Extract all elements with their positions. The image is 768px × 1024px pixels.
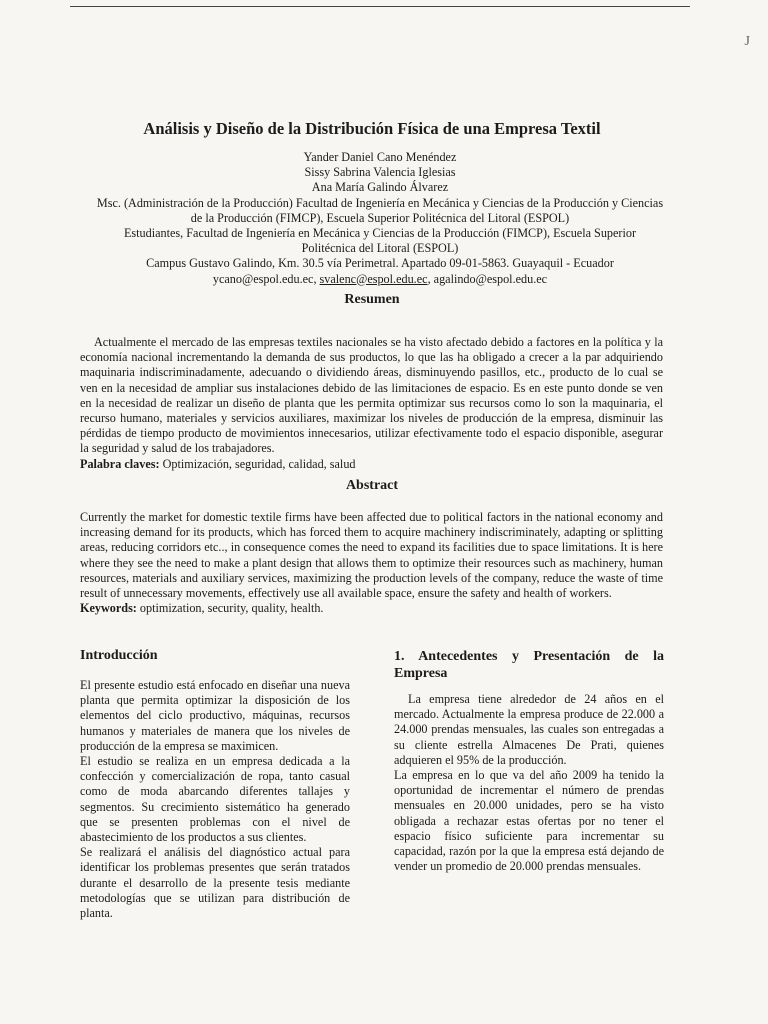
- email-line: [70, 272, 690, 287]
- author-name: Sissy Sabrina Valencia Iglesias: [304, 165, 456, 180]
- keywords-label: Keywords:: [80, 601, 137, 616]
- abstract-heading: Abstract: [345, 478, 399, 493]
- top-rule: [70, 6, 690, 7]
- paper-title: Análisis y Diseño de la Distribución Física de una Empresa Textil: [143, 119, 601, 138]
- affiliation-line: Politécnica del Litoral (ESPOL): [301, 241, 459, 256]
- affiliation-line: de la Producción (FIMCP), Escuela Superior Politécnica del Litoral (ESPOL): [190, 210, 570, 225]
- author-name: Yander Daniel Cano Menéndez: [303, 150, 457, 164]
- introduccion-heading: Introducción: [80, 648, 158, 663]
- antecedentes-paragraph: La empresa tiene alrededor de 24 años en el mercado. Actualmente la empresa produce de 22.000 a 24.000 prendas mensuales, las cuales son entregadas a su cliente estrella Almacenes De Prati, quienes adquieren el 95% de la producción.: [394, 692, 664, 767]
- page-mark: J: [744, 34, 750, 49]
- keywords-text: Optimización, seguridad, calidad, salud: [159, 456, 356, 471]
- email-link[interactable]: svalenc@espol.edu.ec: [319, 271, 428, 286]
- antecedentes-paragraph: La empresa en lo que va del año 2009 ha tenido la oportunidad de incrementar el número de prendas mensuales en 20.000 unidades, pero se ha visto obligada a rechazar estas ofertas por no tener el espacio físico suficiente para incrementar su capacidad, razón por la que la empresa está dejando de vender un promedio de 20.000 prendas mensuales.: [394, 768, 664, 874]
- resumen-section: [80, 335, 663, 472]
- email-text: , agalindo@espol.edu.ec: [427, 271, 548, 286]
- introduccion-paragraph: El presente estudio está enfocado en diseñar una nueva planta que permita optimizar la disposición de los elementos del ciclo productivo, máquinas, recursos humanos y materiales de manera que los niveles de producción de la empresa se maximicen.: [80, 678, 350, 753]
- antecedentes-heading: 1. Antecedentes y Presentación de la Empresa: [394, 649, 664, 681]
- resumen-keywords: [80, 457, 663, 472]
- resumen-body: Actualmente el mercado de las empresas textiles nacionales se ha visto afectado debido a factores en la política y la economía nacional incrementando la demanda de sus productos, lo que las ha obligado a crecer a la par adquiriendo maquinaria indiscriminadamente, adecuando o dividiendo áreas, disminuyendo pasillos, etc., producto de lo cual se ven en la necesidad de ampliar sus instalaciones debido de las limitaciones de espacio. Es en este punto donde se ven en la necesidad de realizar un diseño de planta que les permita optimizar sus recursos como lo son la maquinaria, el recurso humano, materiales y servicios auxiliares, maximizar los niveles de producción de la empresa, disminuir las pérdidas de tiempo producto de movimientos innecesarios, utilizar efectivamente todo el espacio disponible, asegurar la seguridad y salud de los trabajadores.: [80, 335, 663, 456]
- abstract-keywords: [80, 601, 663, 616]
- introduccion-paragraph: Se realizará el análisis del diagnóstico actual para identificar los problemas presentes que serán tratados durante el desarrollo de la presente tesis mediante metodologías que se utilizan para distribución de planta.: [80, 845, 350, 921]
- resumen-heading: Resumen: [344, 292, 400, 307]
- keywords-label: Palabra claves:: [80, 456, 160, 471]
- affiliation-line: Msc. (Administración de la Producción) Facultad de Ingeniería en Mecánica y Ciencias de la Producción y Ciencias: [96, 195, 664, 210]
- introduccion-paragraph: El estudio se realiza en un empresa dedicada a la confección y comercialización de ropa, tanto casual como de moda abarcando diferentes tallajes y segmentos. Su crecimiento sistemático ha generado que se presenten problemas con el nivel de abastecimiento de los productos a sus clientes.: [80, 754, 350, 845]
- address-line: Campus Gustavo Galindo, Km. 30.5 vía Perimetral. Apartado 09-01-5863. Guayaquil - Ecuador: [146, 256, 614, 271]
- author-name: Ana María Galindo Álvarez: [311, 180, 449, 195]
- author-block: [70, 150, 690, 287]
- affiliation-line: Estudiantes, Facultad de Ingeniería en Mecánica y Ciencias de la Producción (FIMCP), Escuela Superior: [123, 226, 637, 241]
- antecedentes-section: [394, 648, 664, 874]
- abstract-body: Currently the market for domestic textile firms have been affected due to political factors in the national economy and increasing demand for its products, which has forced them to acquire machinery indiscriminately, adapting or splitting areas, reducing corridors etc.., in consequence comes the need to expand its facilities due to space limitations. It is here where they see the need to make a plant design that allows them to optimize their resources such as machinery, human resources, materials and auxiliary services, maximizing the production levels of the company, reduce the waste of time result of unnecessary movements, effectively use all available space, ensure the safety and health of workers.: [80, 510, 663, 601]
- abstract-section: [80, 510, 663, 616]
- email-text: ycano@espol.edu.ec,: [212, 271, 320, 286]
- keywords-text: optimization, security, quality, health.: [136, 601, 324, 616]
- introduccion-section: [80, 647, 350, 921]
